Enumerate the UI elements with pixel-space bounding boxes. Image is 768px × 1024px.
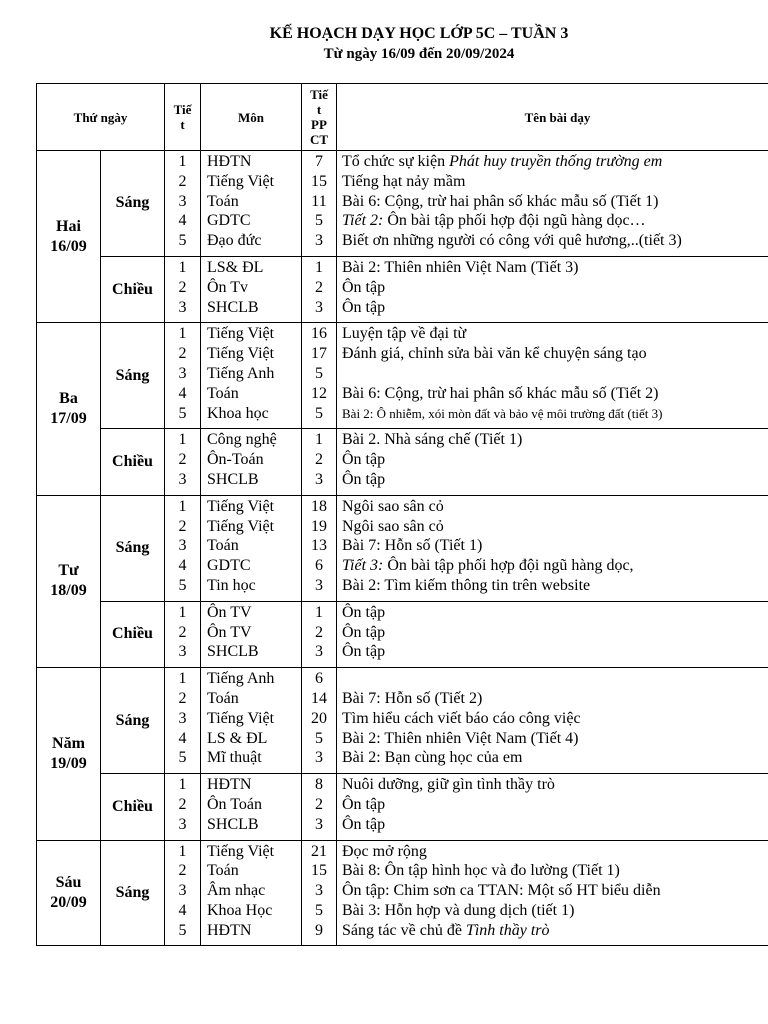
lesson-italic: Phát huy truyền thống trường em [449, 153, 663, 170]
subject: Khoa Học [207, 901, 273, 919]
period-number: 1 [178, 258, 187, 276]
period-number-column [165, 495, 201, 601]
lesson-lead: Tiết 3: [342, 557, 388, 575]
lesson-text: Tiếng hạt nảy mầm [342, 172, 466, 190]
lesson-text: Bài 8: Ôn tập hình học và đo lường (Tiết 1) [342, 862, 620, 880]
header-tiet: Tiế t [165, 84, 201, 151]
lesson-text: Ôn bài tập phối hợp đội ngũ hàng dọc… [387, 212, 646, 230]
period-number: 4 [178, 212, 187, 230]
lesson-text: Bài 3: Hỗn hợp và dung dịch (tiết 1) [342, 901, 575, 919]
subject: Tiếng Việt [207, 345, 275, 363]
period-number: 5 [178, 921, 187, 939]
lesson-title [342, 536, 768, 556]
lesson-title [342, 901, 768, 921]
subject: Tiếng Việt [207, 497, 275, 515]
period-number-column [165, 151, 201, 257]
subject: Toán [207, 862, 239, 880]
lesson-title [342, 364, 768, 384]
lesson-title [342, 450, 768, 470]
session-row [37, 323, 768, 429]
ppct-number-column [302, 151, 337, 257]
lesson-title [342, 709, 768, 729]
subject: Tin học [207, 576, 256, 594]
day-cell [37, 840, 101, 946]
header-row [37, 84, 768, 151]
schedule-table [36, 83, 768, 946]
period-number: 1 [178, 603, 187, 621]
ppct-number: 5 [315, 212, 323, 230]
session-row [37, 495, 768, 601]
day-name: Tư [58, 562, 79, 580]
day-date: 18/09 [50, 582, 87, 600]
lesson-lead: Tiết 2: [342, 212, 388, 230]
ppct-number: 5 [315, 729, 323, 747]
subject: LS & ĐL [207, 729, 268, 747]
day-cell [37, 668, 101, 840]
subject: Tiếng Anh [207, 364, 275, 382]
ppct-number: 14 [311, 689, 327, 707]
subject: Ôn Tv [207, 278, 249, 296]
period-number: 2 [178, 517, 187, 535]
lesson-text: Ôn tập [342, 815, 386, 833]
session-row [37, 601, 768, 667]
lesson-text: Bài 6: Cộng, trừ hai phân số khác mẫu số (Tiết 2) [342, 384, 659, 402]
subject: HĐTN [207, 776, 252, 794]
subject-column [201, 668, 302, 774]
period-number: 2 [178, 172, 187, 190]
ppct-number-column [302, 668, 337, 774]
ppct-number: 8 [315, 776, 323, 794]
period-number: 1 [178, 842, 187, 860]
subject-column [201, 429, 302, 495]
period-number: 2 [178, 278, 187, 296]
day-name: Ba [59, 390, 78, 408]
lesson-title [342, 192, 768, 212]
period-number-column [165, 668, 201, 774]
session-label: Chiều [101, 774, 165, 840]
lesson-title [342, 642, 768, 662]
session-row [37, 774, 768, 840]
subject-column [201, 840, 302, 946]
lesson-title [342, 748, 768, 768]
lesson-title [342, 921, 768, 941]
day-name: Sáu [55, 873, 82, 891]
ppct-number: 3 [315, 470, 323, 488]
lesson-text: Tìm hiểu cách viết báo cáo công việc [342, 709, 581, 727]
lesson-text: Ôn tập [342, 278, 386, 296]
header-mon: Môn [201, 84, 302, 151]
lesson-text: Tổ chức sự kiện [342, 153, 450, 170]
lesson-text: Ôn tập [342, 451, 386, 469]
page-subtitle: Từ ngày 16/09 đến 20/09/2024 [323, 46, 515, 62]
lesson-text: Ôn tập [342, 470, 386, 488]
day-date: 19/09 [50, 754, 87, 772]
lesson-text: Ngôi sao sân cỏ [342, 517, 444, 535]
ppct-number: 3 [315, 232, 323, 250]
lesson-title [342, 231, 768, 251]
period-number: 3 [178, 192, 187, 210]
ppct-number: 5 [315, 404, 323, 422]
ppct-number: 15 [311, 862, 327, 880]
subject: Toán [207, 384, 239, 402]
lesson-title-column [337, 668, 768, 774]
lesson-italic: Tình thầy trò [465, 921, 550, 939]
lesson-title-column [337, 429, 768, 495]
ppct-number: 12 [311, 384, 327, 402]
ppct-number: 3 [315, 882, 323, 900]
subject: Ôn-Toán [207, 451, 264, 469]
ppct-number: 3 [315, 298, 323, 316]
lesson-text: Ngôi sao sân cỏ [342, 497, 444, 515]
lesson-text: Bài 6: Cộng, trừ hai phân số khác mẫu số (Tiết 1) [342, 192, 659, 210]
lesson-title [342, 775, 768, 795]
session-label: Sáng [101, 323, 165, 429]
subject: LS& ĐL [207, 258, 264, 276]
lesson-text: Đánh giá, chỉnh sửa bài văn kể chuyện sáng tạo [342, 345, 647, 363]
ppct-number: 2 [315, 623, 323, 641]
subject: Tiếng Việt [207, 517, 275, 535]
lesson-title-column [337, 256, 768, 322]
page-title: KẾ HOẠCH DẠY HỌC LỚP 5C – TUẦN 3 [269, 25, 569, 42]
ppct-number: 16 [311, 325, 327, 343]
period-number-column [165, 256, 201, 322]
lesson-title [342, 815, 768, 835]
session-row [37, 256, 768, 322]
period-number: 4 [178, 901, 187, 919]
ppct-number: 5 [315, 364, 323, 382]
lesson-title [342, 576, 768, 596]
day-date: 17/09 [50, 410, 87, 428]
lesson-title-column [337, 323, 768, 429]
subject: Công nghệ [207, 431, 277, 449]
ppct-number: 13 [311, 537, 327, 555]
subject: SHCLB [207, 298, 259, 316]
session-label: Sáng [101, 840, 165, 946]
subject-column [201, 601, 302, 667]
subject: Tiếng Anh [207, 670, 275, 688]
period-number: 1 [178, 153, 187, 170]
period-number: 1 [178, 497, 187, 515]
period-number: 5 [178, 576, 187, 594]
period-number: 1 [178, 670, 187, 688]
lesson-title [342, 689, 768, 709]
lesson-title [342, 324, 768, 344]
ppct-number: 1 [315, 258, 323, 276]
lesson-text: Bài 7: Hỗn số (Tiết 1) [342, 537, 483, 555]
day-cell [37, 323, 101, 495]
ppct-number-column [302, 495, 337, 601]
subject: Toán [207, 192, 239, 210]
ppct-number: 11 [311, 192, 327, 210]
period-number: 2 [178, 623, 187, 641]
lesson-text: Biết ơn những người có công với quê hương,..(tiết 3) [342, 232, 682, 250]
period-number: 3 [178, 470, 187, 488]
lesson-title-column [337, 601, 768, 667]
period-number: 3 [178, 709, 187, 727]
lesson-text: Sáng tác về chủ đề [342, 921, 466, 939]
subject: Toán [207, 689, 239, 707]
session-row [37, 840, 768, 946]
lesson-title-column [337, 774, 768, 840]
period-number: 3 [178, 815, 187, 833]
period-number: 5 [178, 749, 187, 767]
lesson-text: Ôn tập [342, 643, 386, 661]
lesson-text: Luyện tập về đại từ [342, 325, 467, 343]
period-number: 4 [178, 729, 187, 747]
ppct-number-column [302, 323, 337, 429]
lesson-title-column [337, 151, 768, 257]
lesson-title [342, 152, 768, 172]
session-label: Chiều [101, 256, 165, 322]
lesson-text: Bài 2: Tìm kiếm thông tin trên website [342, 576, 591, 594]
ppct-number: 19 [311, 517, 327, 535]
session-label: Sáng [101, 495, 165, 601]
subject: Âm nhạc [207, 882, 266, 900]
lesson-text: Ôn tập [342, 603, 386, 621]
lesson-text: Ôn tập [342, 795, 386, 813]
subject: Mĩ thuật [207, 749, 262, 767]
period-number-column [165, 429, 201, 495]
subject: SHCLB [207, 815, 259, 833]
lesson-text: Đọc mở rộng [342, 842, 427, 860]
session-label: Sáng [101, 668, 165, 774]
period-number: 2 [178, 451, 187, 469]
lesson-text: Ôn tập: Chim sơn ca TTAN: Một số HT biểu diễn [342, 882, 661, 900]
session-label: Chiều [101, 429, 165, 495]
period-number: 3 [178, 643, 187, 661]
period-number: 5 [178, 404, 187, 422]
ppct-number: 2 [315, 451, 323, 469]
ppct-number: 18 [311, 497, 327, 515]
period-number: 3 [178, 882, 187, 900]
period-number: 1 [178, 431, 187, 449]
ppct-number: 6 [315, 670, 323, 688]
lesson-text: Nuôi dưỡng, giữ gìn tình thầy trò [342, 776, 555, 794]
lesson-text: Ôn tập [342, 298, 386, 316]
ppct-number: 15 [311, 172, 327, 190]
ppct-number: 2 [315, 795, 323, 813]
lesson-title [342, 172, 768, 192]
ppct-number: 1 [315, 431, 323, 449]
lesson-text: Bài 7: Hỗn số (Tiết 2) [342, 689, 483, 707]
lesson-title [342, 258, 768, 278]
period-number: 2 [178, 862, 187, 880]
subject: Tiếng Việt [207, 325, 275, 343]
day-date: 20/09 [50, 893, 87, 911]
ppct-number: 6 [315, 557, 323, 575]
period-number: 2 [178, 345, 187, 363]
lesson-title [342, 623, 768, 643]
ppct-number: 21 [311, 842, 327, 860]
subject: Ôn TV [207, 623, 252, 641]
subject: Ôn Toán [207, 795, 263, 813]
period-number: 4 [178, 557, 187, 575]
subject: Khoa học [207, 404, 269, 422]
subject-column [201, 256, 302, 322]
ppct-number: 9 [315, 921, 323, 939]
ppct-number: 17 [311, 345, 327, 363]
subject: Ôn TV [207, 603, 252, 621]
ppct-number: 3 [315, 815, 323, 833]
lesson-text: Ôn bài tập phối hợp đội ngũ hàng dọc, [387, 557, 634, 575]
lesson-title [342, 497, 768, 517]
ppct-number: 2 [315, 278, 323, 296]
lesson-title-column [337, 495, 768, 601]
ppct-number-column [302, 256, 337, 322]
period-number: 3 [178, 537, 187, 555]
session-row [37, 151, 768, 257]
subject: HĐTN [207, 153, 252, 170]
ppct-number-column [302, 601, 337, 667]
subject: Tiếng Việt [207, 842, 275, 860]
period-number: 3 [178, 364, 187, 382]
lesson-title-column [337, 840, 768, 946]
header-ten-bai: Tên bài dạy [337, 84, 768, 151]
lesson-title [342, 278, 768, 298]
subject: SHCLB [207, 643, 259, 661]
lesson-title [342, 881, 768, 901]
period-number: 1 [178, 776, 187, 794]
lesson-title [342, 669, 768, 689]
header-ppct: Tiế t PP CT [302, 84, 337, 151]
lesson-title [342, 344, 768, 364]
lesson-text: Bài 2: Ô nhiễm, xói mòn đất và bảo vệ môi trường đất (tiết 3) [342, 405, 663, 421]
day-date: 16/09 [50, 237, 87, 255]
ppct-number: 7 [315, 153, 323, 170]
lesson-title [342, 470, 768, 490]
subject: Toán [207, 537, 239, 555]
period-number: 1 [178, 325, 187, 343]
ppct-number-column [302, 840, 337, 946]
subject-column [201, 774, 302, 840]
lesson-title [342, 861, 768, 881]
session-label: Sáng [101, 151, 165, 257]
ppct-number: 3 [315, 576, 323, 594]
header-day: Thứ ngày [37, 84, 165, 151]
session-row [37, 429, 768, 495]
lesson-title [342, 556, 768, 576]
lesson-title [342, 729, 768, 749]
day-name: Hai [56, 217, 81, 235]
ppct-number: 1 [315, 603, 323, 621]
lesson-title [342, 211, 768, 231]
lesson-text: Bài 2: Thiên nhiên Việt Nam (Tiết 4) [342, 729, 579, 747]
subject: Đạo đức [207, 232, 262, 250]
subject: GDTC [207, 557, 251, 575]
period-number-column [165, 601, 201, 667]
subject: HĐTN [207, 921, 252, 939]
period-number-column [165, 323, 201, 429]
period-number: 5 [178, 232, 187, 250]
lesson-text: Bài 2. Nhà sáng chế (Tiết 1) [342, 431, 523, 449]
subject: Tiếng Việt [207, 172, 275, 190]
subject: GDTC [207, 212, 251, 230]
schedule-body [37, 151, 768, 946]
subject: SHCLB [207, 470, 259, 488]
lesson-text: Ôn tập [342, 623, 386, 641]
lesson-title [342, 404, 768, 424]
lesson-text: Bài 2: Bạn cùng học của em [342, 749, 523, 767]
ppct-number: 3 [315, 643, 323, 661]
lesson-title [342, 603, 768, 623]
lesson-title [342, 842, 768, 862]
period-number: 3 [178, 298, 187, 316]
period-number: 4 [178, 384, 187, 402]
subject-column [201, 495, 302, 601]
period-number-column [165, 774, 201, 840]
ppct-number: 5 [315, 901, 323, 919]
day-cell [37, 495, 101, 667]
lesson-text: Bài 2: Thiên nhiên Việt Nam (Tiết 3) [342, 258, 579, 276]
day-cell [37, 151, 101, 323]
session-row [37, 668, 768, 774]
period-number: 2 [178, 795, 187, 813]
day-name: Năm [52, 734, 85, 752]
ppct-number-column [302, 774, 337, 840]
ppct-number: 3 [315, 749, 323, 767]
ppct-number-column [302, 429, 337, 495]
lesson-title [342, 430, 768, 450]
session-label: Chiều [101, 601, 165, 667]
subject-column [201, 323, 302, 429]
lesson-title [342, 795, 768, 815]
lesson-title [342, 384, 768, 404]
subject-column [201, 151, 302, 257]
subject: Tiếng Việt [207, 709, 275, 727]
period-number-column [165, 840, 201, 946]
period-number: 2 [178, 689, 187, 707]
lesson-title [342, 517, 768, 537]
ppct-number: 20 [311, 709, 327, 727]
lesson-title [342, 298, 768, 318]
